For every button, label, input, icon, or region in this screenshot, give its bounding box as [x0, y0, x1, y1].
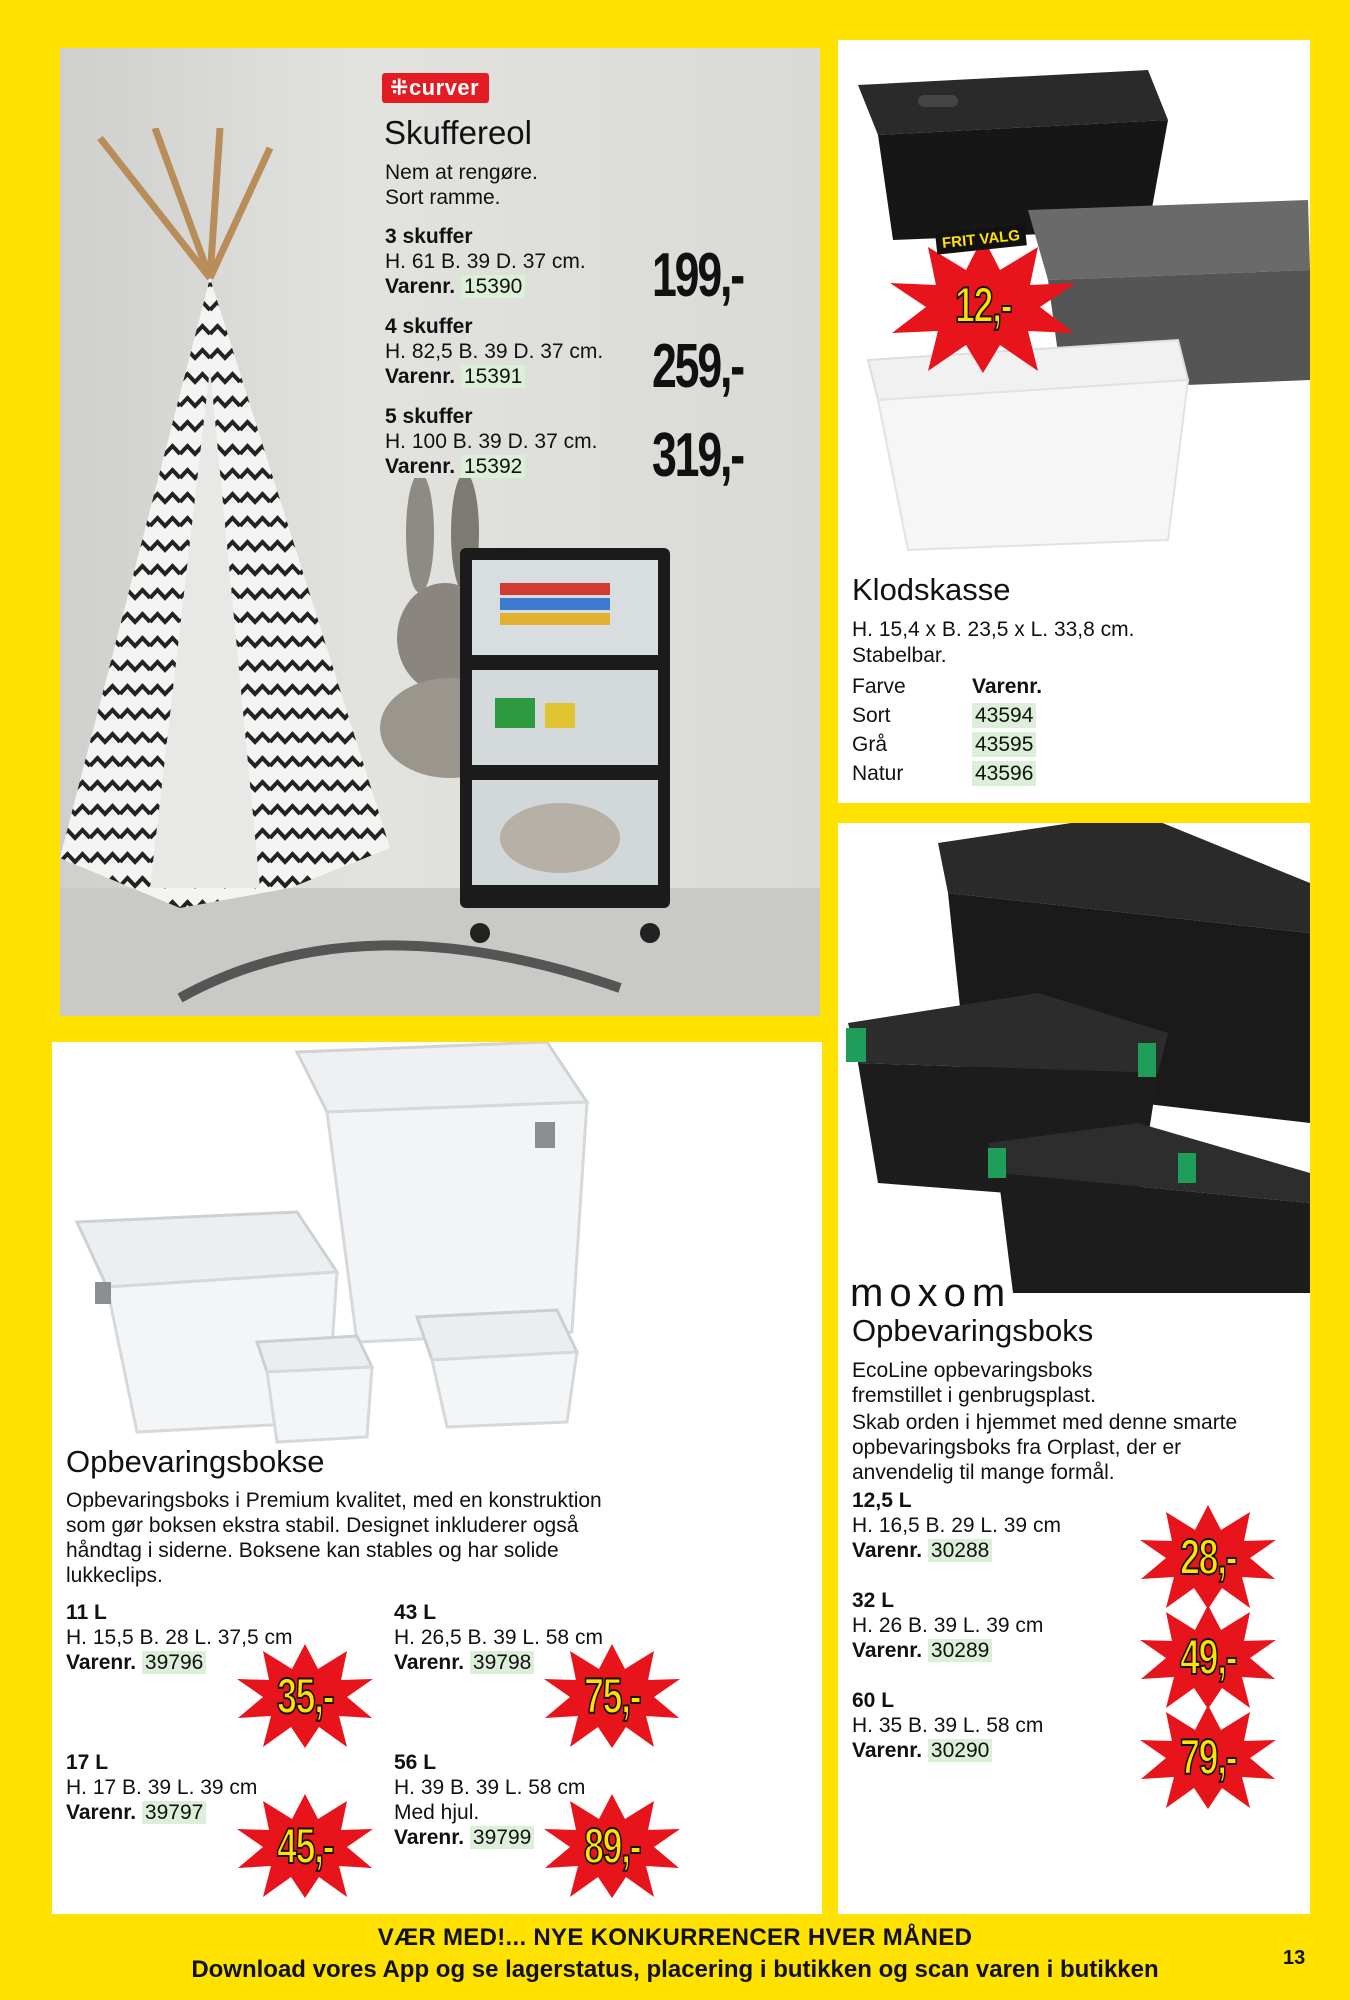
varenr-value: 30289: [928, 1639, 992, 1662]
product-desc-1: Opbevaringsboks i Premium kvalitet, med en konstruktion: [66, 1489, 602, 1512]
burst-price-wrap: [542, 1792, 682, 1900]
burst-price: 79,-: [1179, 1729, 1237, 1785]
burst-price-wrap: [235, 1642, 375, 1750]
product-desc-2: fremstillet i genbrugsplast.: [852, 1384, 1096, 1407]
varenr-value: 15390: [461, 275, 525, 298]
price-burst-12: [888, 226, 1078, 375]
variant-4-skuffer: [385, 314, 603, 389]
footer-line-1: VÆR MED!... NYE KONKURRENCER HVER MÅNED: [377, 1924, 973, 1951]
item-dims: H. 15,5 B. 28 L. 37,5 cm: [66, 1626, 293, 1649]
table-row: [852, 732, 1102, 757]
header-varenr: Varenr.: [972, 675, 1043, 698]
product-panel-skuffereol: [60, 48, 820, 1016]
varenr-value: 30288: [928, 1539, 992, 1562]
varenr-label: Varenr.: [385, 275, 456, 298]
product-title: Klodskasse: [852, 572, 1011, 607]
product-title: Opbevaringsbokse: [66, 1444, 325, 1479]
varenr-value: 39796: [142, 1651, 206, 1674]
item-dims: H. 35 B. 39 L. 58 cm: [852, 1714, 1044, 1737]
product-desc-1: EcoLine opbevaringsboks: [852, 1359, 1093, 1382]
burst-price-wrap: [542, 1642, 682, 1750]
price-259: 259,-: [652, 332, 743, 401]
product-desc-4: opbevaringsboks fra Orplast, der er: [852, 1436, 1182, 1459]
page-number: 13: [1283, 1947, 1306, 1969]
varenr-label: Varenr.: [852, 1539, 923, 1562]
price-burst-35: [235, 1642, 375, 1750]
variant-name: 5 skuffer: [385, 405, 473, 428]
item-dims: H. 17 B. 39 L. 39 cm: [66, 1776, 258, 1799]
train-track: [160, 918, 660, 1016]
burst-price-wrap: [1138, 1703, 1278, 1811]
item-extra: Med hjul.: [394, 1801, 480, 1824]
item-17l: [66, 1750, 257, 1825]
item-dims: H. 26,5 B. 39 L. 58 cm: [394, 1626, 603, 1649]
variant-dims: H. 82,5 B. 39 D. 37 cm.: [385, 340, 604, 363]
item-size: 17 L: [66, 1751, 109, 1774]
varenr-label: Varenr.: [385, 365, 456, 388]
table-row: [852, 761, 1102, 786]
varenr-label: Varenr.: [66, 1651, 137, 1674]
price-burst-79: [1138, 1703, 1278, 1811]
item-dims: H. 39 B. 39 L. 58 cm: [394, 1776, 586, 1799]
varenr-value: 15391: [461, 365, 525, 388]
variant-dims: H. 61 B. 39 D. 37 cm.: [385, 250, 586, 273]
item-60l: [852, 1688, 1043, 1763]
item-size: 60 L: [852, 1689, 895, 1712]
variant-name: 3 skuffer: [385, 225, 473, 248]
burst-price: 75,-: [583, 1668, 641, 1724]
varenr-value: 39799: [470, 1826, 534, 1849]
brand-logo-curver: [382, 75, 489, 101]
price-199: 199,-: [652, 241, 743, 310]
burst-price: 35,-: [276, 1668, 334, 1724]
item-size: 11 L: [66, 1601, 107, 1624]
product-desc-4: lukkeclips.: [66, 1564, 163, 1587]
burst-price: 89,-: [583, 1818, 641, 1874]
color-table: [852, 674, 1102, 786]
item-32l: [852, 1588, 1043, 1663]
row-varenr: 43594: [972, 703, 1036, 728]
burst-price-wrap: [1138, 1603, 1278, 1711]
teepee-image: [60, 128, 390, 928]
item-12-5l: [852, 1488, 1061, 1563]
price-burst-75: [542, 1642, 682, 1750]
item-dims: H. 16,5 B. 29 L. 39 cm: [852, 1514, 1061, 1537]
footer-line-2: Download vores App og se lagerstatus, placering i butikken og scan varen i butikken: [191, 1956, 1159, 1983]
row-varenr: 43595: [972, 732, 1036, 757]
row-varenr: 43596: [972, 761, 1036, 786]
burst-price: 49,-: [1179, 1629, 1237, 1685]
price-burst-49: [1138, 1603, 1278, 1711]
variant-5-skuffer: [385, 404, 597, 479]
header-farve: Farve: [852, 675, 906, 698]
varenr-value: 15392: [461, 455, 525, 478]
burst-price-wrap: [235, 1792, 375, 1900]
curver-logo: ⁜curver: [382, 73, 489, 103]
product-desc-5: anvendelig til mange formål.: [852, 1461, 1115, 1484]
price-burst-28: [1138, 1503, 1278, 1611]
burst-price: 28,-: [1179, 1529, 1237, 1585]
item-size: 43 L: [394, 1601, 437, 1624]
burst-price-wrap: [888, 235, 1078, 375]
row-color: Sort: [852, 704, 891, 727]
varenr-label: Varenr.: [852, 1639, 923, 1662]
price-319: 319,-: [652, 421, 743, 490]
footer-banner: [0, 1924, 1350, 1984]
price-burst-89: [542, 1792, 682, 1900]
varenr-label: Varenr.: [394, 1826, 465, 1849]
varenr-value: 39798: [470, 1651, 534, 1674]
variant-name: 4 skuffer: [385, 315, 473, 338]
table-row: [852, 703, 1102, 728]
varenr-label: Varenr.: [852, 1739, 923, 1762]
varenr-label: Varenr.: [385, 455, 456, 478]
varenr-value: 39797: [142, 1801, 206, 1824]
item-size: 12,5 L: [852, 1489, 912, 1512]
product-title: Opbevaringsboks: [852, 1313, 1094, 1348]
varenr-value: 30290: [928, 1739, 992, 1762]
frit-valg-badge: FRIT VALG: [935, 224, 1027, 254]
variant-dims: H. 100 B. 39 D. 37 cm.: [385, 430, 598, 453]
brand-name: curver: [408, 75, 480, 100]
product-desc-2: Sort ramme.: [385, 186, 501, 209]
product-panel-opbevaringsbokse: [52, 1042, 822, 1914]
burst-price: 45,-: [276, 1818, 334, 1874]
table-header: [852, 674, 1102, 699]
varenr-label: Varenr.: [394, 1651, 465, 1674]
product-desc-1: Nem at rengøre.: [385, 161, 538, 184]
clear-boxes-image: [67, 1042, 787, 1462]
product-note: Stabelbar.: [852, 644, 947, 667]
product-desc-2: som gør boksen ekstra stabil. Designet inkluderer også: [66, 1514, 579, 1537]
brand-logo-moxom: moxom: [850, 1271, 1012, 1315]
product-desc-3: håndtag i siderne. Boksene kan stables og har solide: [66, 1539, 559, 1562]
row-color: Natur: [852, 762, 904, 785]
product-title: Skuffereol: [384, 114, 532, 151]
drawer-cart-image: [450, 538, 690, 958]
burst-price-wrap: [1138, 1503, 1278, 1611]
price-burst-45: [235, 1792, 375, 1900]
product-dims: H. 15,4 x B. 23,5 x L. 33,8 cm.: [852, 618, 1135, 641]
varenr-label: Varenr.: [66, 1801, 137, 1824]
product-desc-3: Skab orden i hjemmet med denne smarte: [852, 1411, 1238, 1434]
item-dims: H. 26 B. 39 L. 39 cm: [852, 1614, 1044, 1637]
item-size: 32 L: [852, 1589, 895, 1612]
variant-3-skuffer: [385, 224, 586, 299]
item-size: 56 L: [394, 1751, 437, 1774]
burst-price: 12,-: [954, 277, 1012, 333]
row-color: Grå: [852, 733, 888, 756]
product-panel-moxom: [838, 823, 1310, 1914]
product-panel-klodskasse: [838, 40, 1310, 803]
